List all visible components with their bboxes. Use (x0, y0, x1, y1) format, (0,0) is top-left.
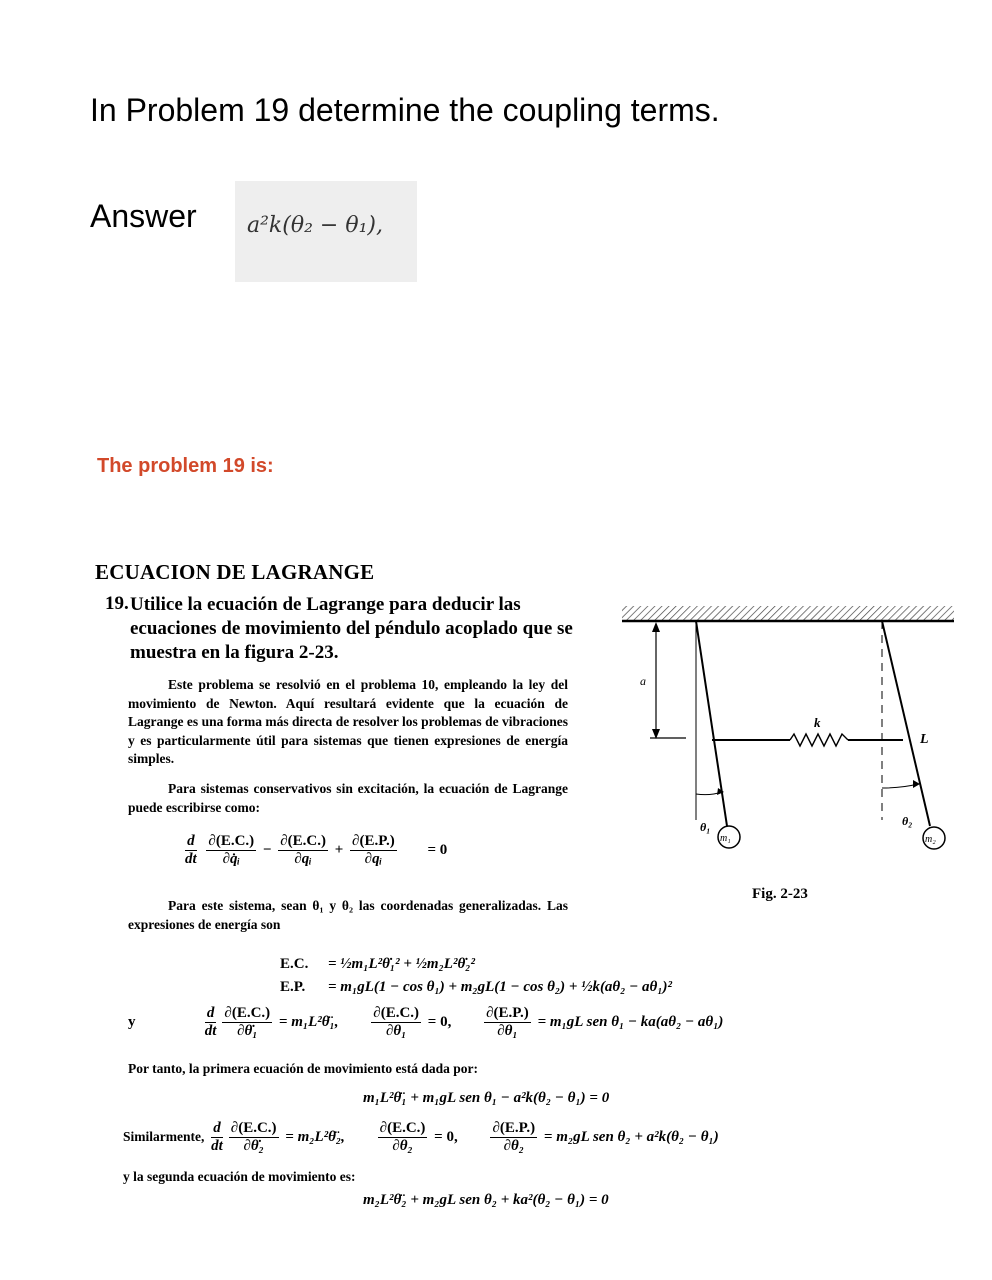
answer-math: a²k(θ₂ − θ₁), (247, 213, 383, 238)
segunda-text: y la segunda ecuación de movimiento es: (123, 1169, 356, 1184)
scanned-problem (90, 550, 960, 1250)
derivatives-theta2: Similarmente, $\frac{d}{dt}$ $\frac{\partial(E.C.)}{\text{∂θ̇₂}}$ = m₂L²θ̈₂, $\frac{\partial(E.C.)}{\text{∂θ₂}}$ = 0, $\frac{\partial(E.P.)}{\text{∂θ₂}}$ = m₂gL sen θ₂ + a²k(θ₂ − θ₁) (123, 1120, 719, 1154)
derivatives-theta1: y $\frac{d}{dt}$ $\frac{\partial(E.C.)}{\text{∂θ̇₁}}$ = m₁L²θ̈₁, $\frac{\partial(E.C.)}{\text{∂θ₁}}$ = 0, $\frac{\partial(E.P.)}{\text{∂θ₁}}$ = m₁gL sen θ₁ − ka(aθ₂ − aθ₁) (128, 1005, 724, 1039)
lagrange-equation: $\frac{d}{dt}$ $\frac{\partial(E.C.)}{\text{∂q̇ᵢ}}$ − $\frac{\partial(E.C.)}{\text{∂qᵢ}}$ + $\frac{\partial(E.P.)}{\text{∂qᵢ}}$ = 0 (185, 833, 448, 867)
kinetic-energy: E.C. = ½m₁L²θ̇₁² + ½m₂L²θ̇₂² (280, 956, 475, 972)
answer-image (235, 181, 417, 282)
label-L: L (920, 732, 929, 747)
pendulum-rod-2 (882, 621, 930, 826)
coupled-pendulum-figure (620, 598, 960, 898)
angle-arc-2 (882, 784, 918, 788)
question-text: In Problem 19 determine the coupling terms. (90, 92, 720, 128)
problem-note: The problem 19 is: (97, 455, 274, 477)
potential-energy: E.P. = m₁gL(1 − cos θ₁) + m₂gL(1 − cos θ₂) + ½k(aθ₂ − aθ₁)² (280, 979, 673, 995)
figure-caption: Fig. 2-23 (752, 886, 808, 902)
paragraph-2: Para sistemas conservativos sin excitación, la ecuación de Lagrange puede escribirse como: (128, 781, 568, 815)
label-theta1: θ₁ (700, 820, 711, 834)
answer-label: Answer (90, 198, 197, 234)
equation-of-motion-1: m₁L²θ̈₁ + m₁gL sen θ₁ − a²k(θ₂ − θ₁) = 0 (363, 1090, 610, 1106)
paragraph-3: Para este sistema, sean θ₁ y θ₂ las coordenadas generalizadas. Las expresiones de energía son (128, 898, 568, 932)
label-m1: m₁ (720, 833, 731, 844)
pendulum-rod-1 (696, 621, 727, 826)
problem-number: 19. (105, 593, 129, 614)
equation-of-motion-2: m₂L²θ̈₂ + m₂gL sen θ₂ + ka²(θ₂ − θ₁) = 0 (363, 1192, 609, 1208)
label-a: a (640, 674, 646, 688)
label-m2: m₂ (925, 834, 936, 845)
por-tanto-text: Por tanto, la primera ecuación de movimiento está dada por: (128, 1061, 478, 1076)
label-k: k (814, 715, 821, 730)
scan-heading: ECUACION DE LAGRANGE (95, 560, 375, 584)
problem-statement: Utilice la ecuación de Lagrange para deducir las ecuaciones de movimiento del péndulo acoplado que se muestra en la figura 2-23. (130, 594, 573, 663)
label-theta2: θ₂ (902, 814, 913, 828)
spring (790, 734, 848, 746)
ceiling (622, 606, 954, 620)
paragraph-1: Este problema se resolvió en el problema 10, empleando la ley del movimiento de Newton. Aquí resultará evidente que la ecuación de Lagrange es una forma más directa de resolver los problemas de vibraciones y es particularmente útil para sistemas que tienen expresiones de energía simples. (128, 677, 568, 766)
